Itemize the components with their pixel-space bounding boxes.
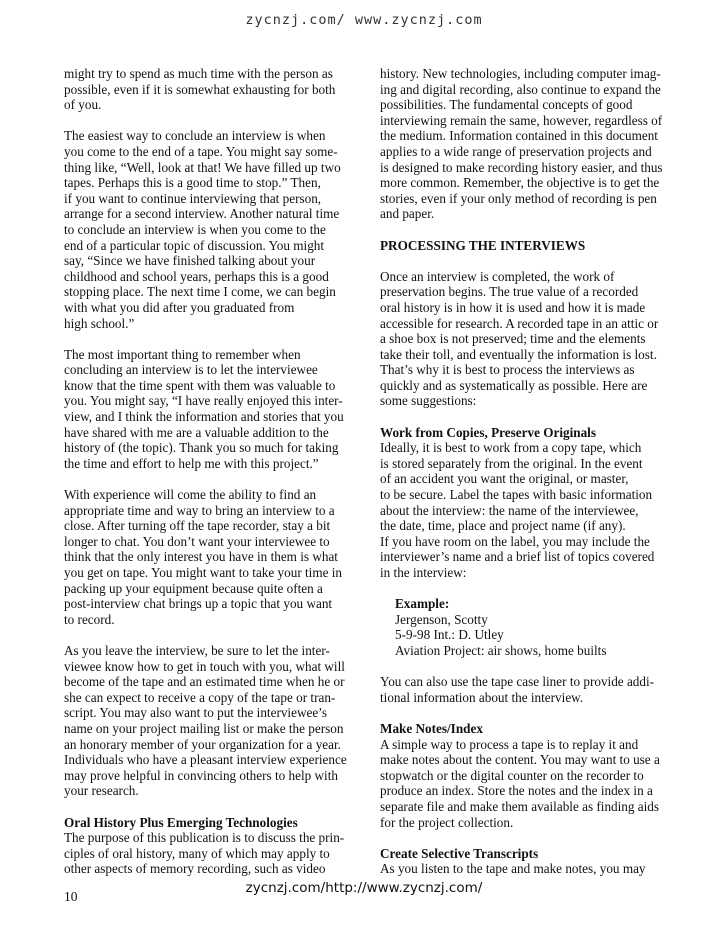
text-line: to record. <box>64 611 115 627</box>
text-line: make notes about the content. You may want to use a <box>380 752 660 768</box>
text-line: The most important thing to remember when <box>64 346 301 362</box>
text-line: may prove helpful in convincing others to help with <box>64 767 338 783</box>
text-line: a shoe box is not preserved; time and the elements <box>380 331 646 347</box>
text-line: 5-9-98 Int.: D. Utley <box>395 627 504 643</box>
text-line: interviewing remain the same, however, regardless of <box>380 112 663 128</box>
right-column <box>380 66 666 877</box>
text-line: you get on tape. You might want to take your time in <box>64 565 343 580</box>
text-line: applies to a wide range of preservation projects and <box>380 143 652 159</box>
text-line: is stored separately from the original. In the event <box>380 455 643 471</box>
text-line: A simple way to process a tape is to replay it and <box>380 736 639 752</box>
text-line: high school.” <box>64 315 135 331</box>
text-line: tapes. Perhaps this is a good time to stop.” Then, <box>64 175 321 191</box>
example-label: Example: <box>395 596 450 612</box>
text-line: longer to chat. You don’t want your interviewee to <box>64 533 330 549</box>
text-line: produce an index. Store the notes and the index in a <box>380 783 653 799</box>
text-line: stories, even if your only method of recording is pen <box>380 190 657 206</box>
text-line: you come to the end of a tape. You might say some- <box>64 143 338 159</box>
paragraph <box>64 643 348 799</box>
text-line: As you listen to the tape and make notes, you may <box>380 861 646 877</box>
subheading-selective-transcripts: Create Selective Transcripts <box>380 845 539 861</box>
text-line: stopping place. The next time I come, we can begin <box>64 284 336 300</box>
text-line: history. New technologies, including computer imag- <box>380 66 661 81</box>
text-line: You can also use the tape case liner to provide addi- <box>380 674 655 690</box>
text-line: preservation begins. The true value of a recorded <box>380 284 639 300</box>
text-line: childhood and school years, perhaps this is a good <box>64 268 329 284</box>
text-line: interviewer’s name and a brief list of topics covered <box>380 549 655 565</box>
text-line: stopwatch or the digital counter on the recorder to <box>380 767 644 783</box>
text-line: know that the time spent with them was valuable to <box>64 377 336 393</box>
text-line: tional information about the interview. <box>380 689 584 705</box>
subheading-work-from-copies: Work from Copies, Preserve Originals <box>380 424 596 440</box>
text-line: think that the only interest you have in them is what <box>64 549 338 565</box>
example-block <box>380 596 666 658</box>
text-line: As you leave the interview, be sure to let the inter- <box>64 642 330 658</box>
left-column <box>64 66 348 877</box>
paragraph <box>380 440 666 580</box>
text-line: for the project collection. <box>380 814 514 830</box>
text-line: name on your project mailing list or make the person <box>64 720 344 736</box>
text-line: appropriate time and way to bring an interview to a <box>64 502 335 518</box>
text-line: your research. <box>64 783 139 799</box>
text-line: Jergenson, Scotty <box>395 611 488 627</box>
paragraph <box>64 487 348 627</box>
text-line: say, “Since we have finished talking about your <box>64 253 316 269</box>
text-line: to conclude an interview is when you come to the <box>64 221 326 237</box>
page-number: 10 <box>64 889 78 904</box>
text-line: concluding an interview is to let the interviewee <box>64 362 318 378</box>
text-line: close. After turning off the tape recorder, stay a bit <box>64 518 331 534</box>
text-line: oral history is in how it is used and how it is made <box>380 299 646 315</box>
text-line: Individuals who have a pleasant interview experience <box>64 752 347 768</box>
paragraph <box>64 830 348 877</box>
text-line: in the interview: <box>380 565 467 580</box>
text-line: viewee know how to get in touch with you, what will <box>64 658 345 674</box>
text-line: separate file and make them available as finding aids <box>380 798 660 814</box>
text-line: Ideally, it is best to work from a copy tape, which <box>380 440 642 456</box>
text-line: Aviation Project: air shows, home builts <box>395 642 607 658</box>
text-line: thing like, “Well, look at that! We have filled up two <box>64 159 341 175</box>
text-line: The purpose of this publication is to discuss the prin- <box>64 830 345 846</box>
paragraph <box>64 128 348 331</box>
text-line: possible, even if it is somewhat exhausting for both <box>64 81 336 97</box>
text-line: arrange for a second interview. Another natural time <box>64 206 340 222</box>
text-line: end of a particular topic of discussion. You might <box>64 237 325 253</box>
text-line: If you have room on the label, you may include the <box>380 533 650 549</box>
text-line: more common. Remember, the objective is to get the <box>380 175 660 191</box>
paragraph <box>380 674 666 705</box>
text-line: and paper. <box>380 206 435 222</box>
text-line: have shared with me are a valuable addition to the <box>64 424 329 440</box>
text-line: other aspects of memory recording, such as video <box>64 861 326 877</box>
text-line: The easiest way to conclude an interview is when <box>64 128 326 144</box>
text-line: view, and I think the information and stories that you <box>64 409 344 425</box>
text-line: possibilities. The fundamental concepts of good <box>380 97 633 113</box>
text-line: of you. <box>64 97 102 113</box>
text-line: script. You may also want to put the interviewee’s <box>64 705 327 721</box>
text-line: an honorary member of your organization for a year. <box>64 736 341 752</box>
example-lines <box>395 612 666 659</box>
paragraph <box>380 737 666 831</box>
paragraph <box>380 861 666 877</box>
section-title: PROCESSING THE INTERVIEWS <box>380 237 586 253</box>
watermark-bottom: zycnzj.com/http://www.zycnzj.com/ <box>245 880 483 896</box>
text-line: become of the tape and an estimated time when he or <box>64 674 345 690</box>
text-line: you. You might say, “I have really enjoyed this inter- <box>64 393 343 409</box>
text-line: some suggestions: <box>380 393 477 409</box>
paragraph <box>64 347 348 472</box>
watermark-top: zycnzj.com/ www.zycnzj.com <box>245 12 483 28</box>
text-line: quickly and as systematically as possible. Here are <box>380 377 648 393</box>
text-line: to be secure. Label the tapes with basic information <box>380 487 653 503</box>
subheading-make-notes: Make Notes/Index <box>380 720 483 736</box>
text-line: post-interview chat brings up a topic that you want <box>64 596 333 612</box>
text-line: of an accident you want the original, or master, <box>380 471 629 487</box>
text-line: That’s why it is best to process the interviews as <box>380 362 635 378</box>
text-line: if you want to continue interviewing that person, <box>64 190 322 206</box>
text-line: she can expect to receive a copy of the tape or tran- <box>64 689 336 705</box>
paragraph <box>380 66 666 222</box>
text-line: ing and digital recording, also continue to expand the <box>380 81 661 97</box>
paragraph <box>64 66 348 113</box>
text-line: packing up your equipment because quite often a <box>64 580 323 596</box>
text-line: might try to spend as much time with the person as <box>64 66 333 81</box>
text-line: take their toll, and eventually the information is lost. <box>380 346 657 362</box>
text-line: accessible for research. A recorded tape in an attic or <box>380 315 659 331</box>
text-line: the date, time, place and project name (if any). <box>380 518 626 534</box>
subheading-oral-history: Oral History Plus Emerging Technologies <box>64 814 298 830</box>
text-line: about the interview: the name of the interviewee, <box>380 502 639 518</box>
text-line: Once an interview is completed, the work of <box>380 268 615 284</box>
text-line: the medium. Information contained in this document <box>380 128 658 144</box>
text-line: with what you did after you graduated from <box>64 299 295 315</box>
text-line: the time and effort to help me with this project.” <box>64 455 319 471</box>
text-line: history of (the topic). Thank you so much for taking <box>64 440 339 456</box>
text-line: is designed to make recording history easier, and thus <box>380 159 663 175</box>
text-line: ciples of oral history, many of which may apply to <box>64 845 330 861</box>
paragraph <box>380 269 666 409</box>
text-line: With experience will come the ability to find an <box>64 487 317 503</box>
